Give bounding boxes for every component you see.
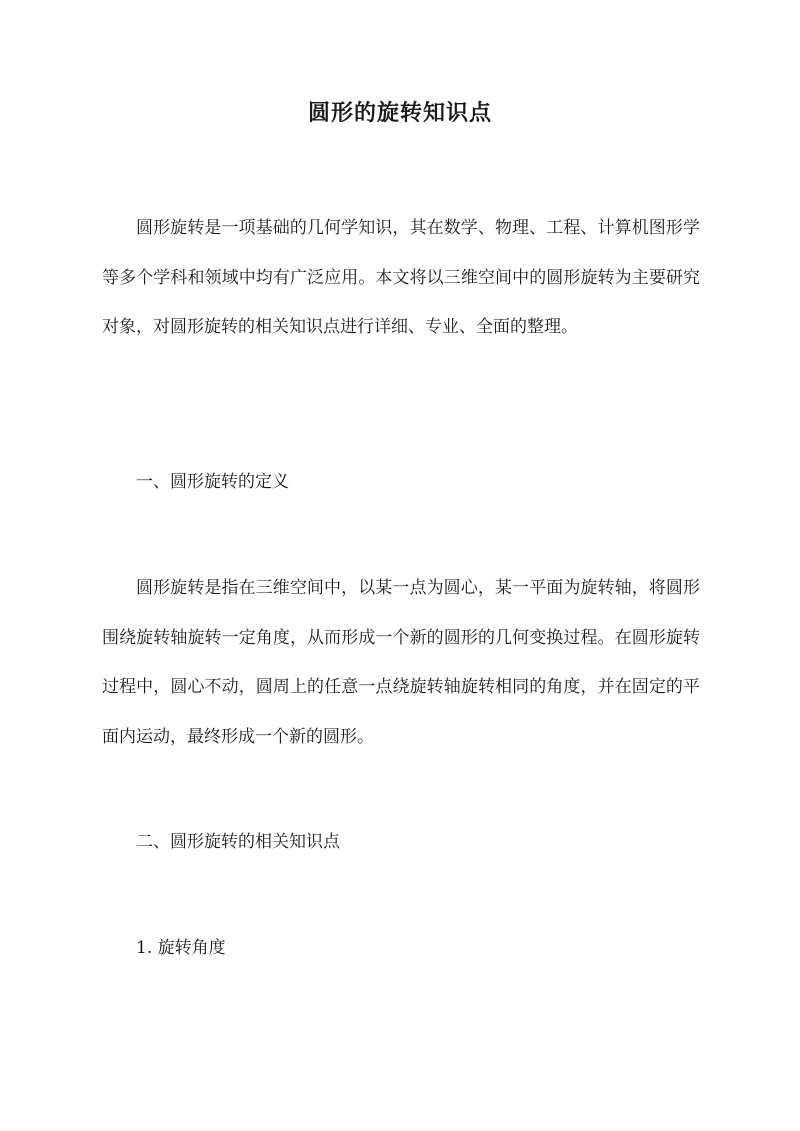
subsection-heading-rotation-angle: 1. 旋转角度: [136, 938, 226, 958]
section-heading-knowledge-points: 二、圆形旋转的相关知识点: [136, 832, 340, 852]
document-title: 圆形的旋转知识点: [307, 100, 492, 126]
intro-paragraph: 圆形旋转是一项基础的几何学知识，其在数学、物理、工程、计算机图形学等多个学科和领域中均有广泛应用。本文将以三维空间中的圆形旋转为主要研究对象，对圆形旋转的相关知识点进行详细、专业、全面的整理。: [102, 218, 700, 337]
section-heading-definition: 一、圆形旋转的定义: [136, 472, 289, 492]
definition-paragraph: 圆形旋转是指在三维空间中，以某一点为圆心，某一平面为旋转轴，将圆形围绕旋转轴旋转一定角度，从而形成一个新的圆形的几何变换过程。在圆形旋转过程中，圆心不动，圆周上的任意一点绕旋转轴旋转相同的角度，并在固定的平面内运动，最终形成一个新的圆形。: [102, 578, 700, 747]
